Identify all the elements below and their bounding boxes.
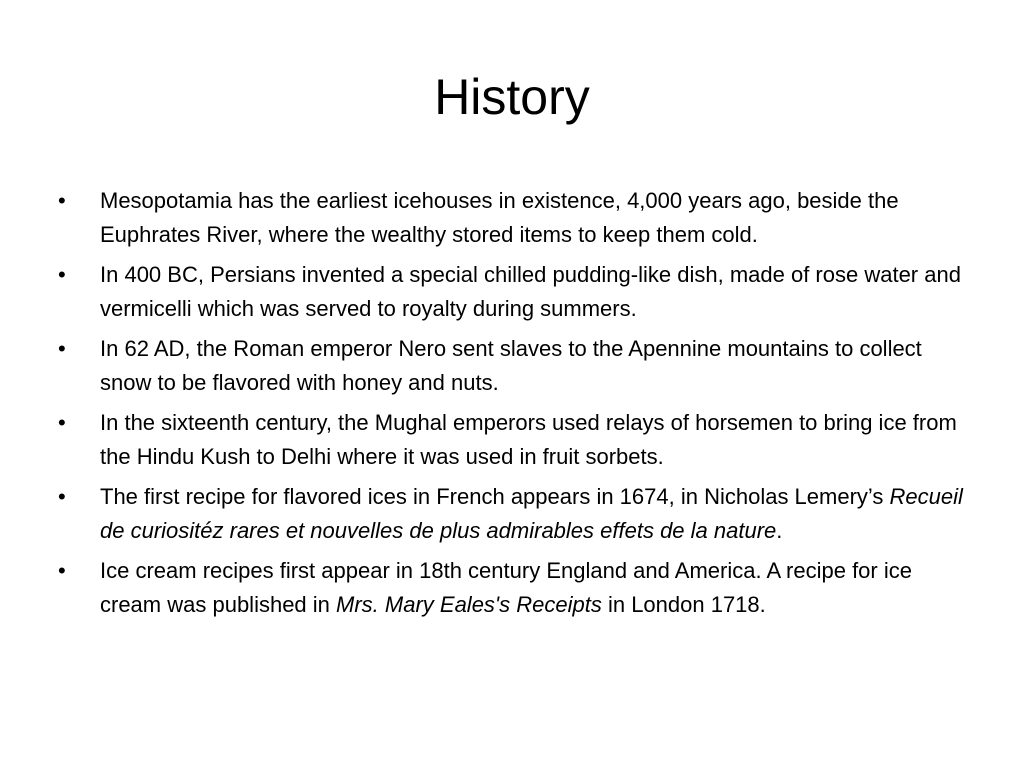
- bullet-text: [100, 484, 963, 543]
- book-title-italic: Mrs. Mary Eales's Receipts: [336, 592, 602, 617]
- slide-title: History: [434, 69, 590, 125]
- bullet-icon: •: [58, 484, 66, 509]
- bullet-text: In 400 BC, Persians invented a special chilled pudding-like dish, made of rose water and vermicelli which was served to royalty during summers.: [100, 262, 961, 321]
- bullet-item-mesopotamia: [56, 184, 976, 252]
- bullet-text: [100, 558, 912, 617]
- bullet-text-after: .: [776, 518, 783, 543]
- bullet-icon: •: [58, 188, 66, 213]
- book-title-italic: Recueil de curiositéz rares et nouvelles de plus admirables effets de la nature: [100, 484, 963, 543]
- bullet-item-french-recipe: [56, 480, 976, 548]
- bullet-text-after: in London 1718.: [601, 592, 766, 617]
- bullet-item-nero: [56, 332, 976, 400]
- bullet-icon: •: [58, 262, 66, 287]
- bullet-item-ice-cream-recipes: [56, 554, 976, 622]
- bullet-text: In the sixteenth century, the Mughal emperors used relays of horsemen to bring ice from the Hindu Kush to Delhi where it was used in fruit sorbets.: [100, 410, 957, 469]
- bullet-list: [56, 184, 976, 628]
- bullet-icon: •: [58, 410, 66, 435]
- bullet-text: Mesopotamia has the earliest icehouses in existence, 4,000 years ago, beside the Euphrates River, where the wealthy stored items to keep them cold.: [100, 188, 899, 247]
- bullet-item-mughal: [56, 406, 976, 474]
- bullet-text: In 62 AD, the Roman emperor Nero sent slaves to the Apennine mountains to collect snow to be flavored with honey and nuts.: [100, 336, 922, 395]
- bullet-text-before: Ice cream recipes first appear in 18th century England and America. A recipe for ice cream was published in: [100, 558, 912, 617]
- bullet-icon: •: [58, 336, 66, 361]
- bullet-icon: •: [58, 558, 66, 583]
- bullet-text-before: The first recipe for flavored ices in French appears in 1674, in Nicholas Lemery’s: [100, 484, 890, 509]
- bullet-item-persians: [56, 258, 976, 326]
